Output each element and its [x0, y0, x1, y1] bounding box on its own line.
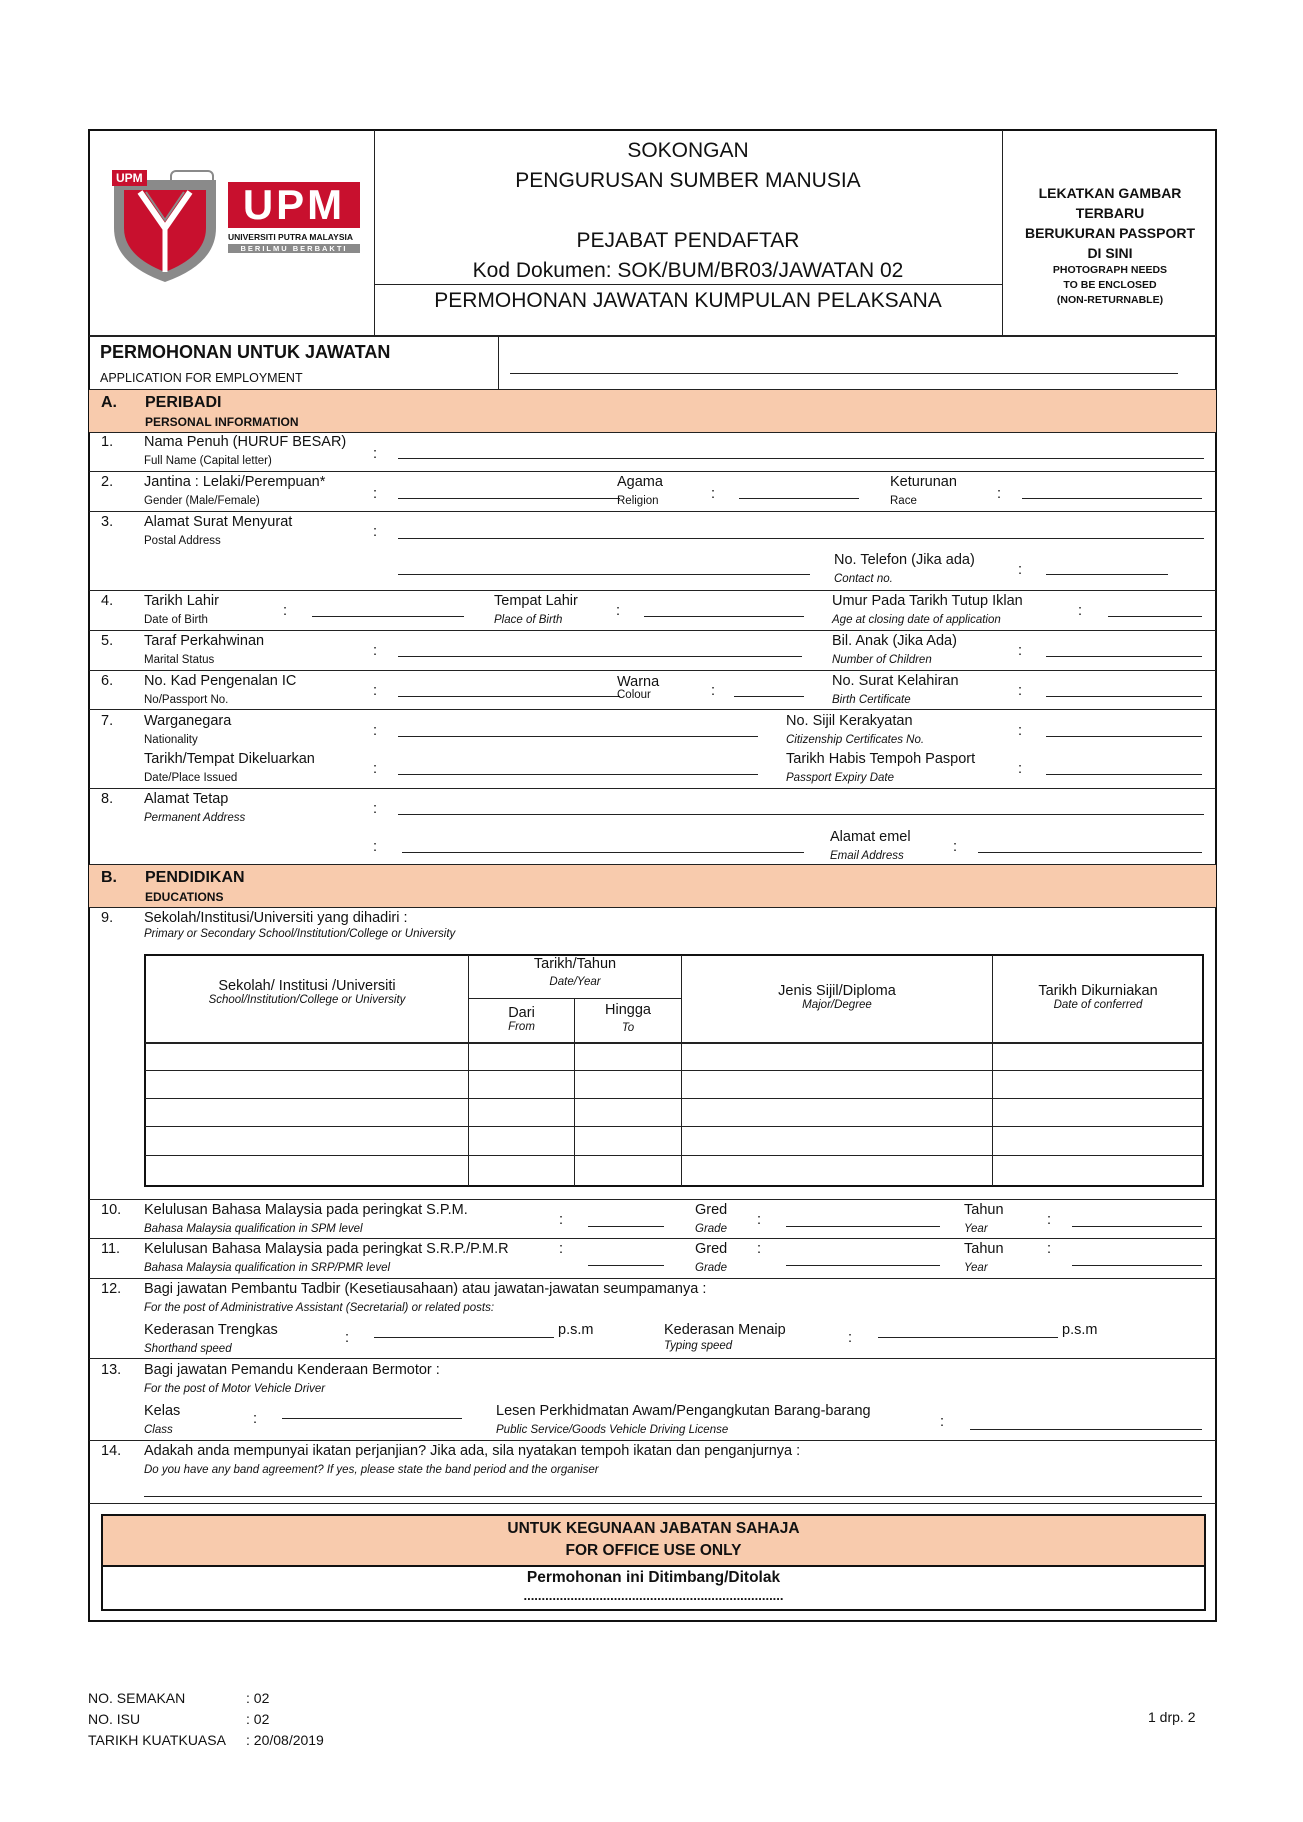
row-number-11: 11.	[101, 1241, 121, 1257]
section-b-letter: B.	[101, 869, 117, 886]
gender-field[interactable]	[398, 498, 620, 499]
label-srp-en: Bahasa Malaysia qualification in SRP/PMR level	[144, 1262, 391, 1274]
birth-cert-field[interactable]	[1046, 696, 1202, 697]
label-race: Keturunan	[890, 474, 957, 490]
row-number-10: 10.	[101, 1202, 122, 1218]
col-date: Tarikh/Tahun	[533, 956, 617, 972]
label-birth-cert-en: Birth Certificate	[832, 694, 911, 706]
header-title-2: PENGURUSAN SUMBER MANUSIA	[515, 169, 861, 192]
label-telephone: No. Telefon (Jika ada)	[834, 552, 975, 568]
colon: :	[1018, 723, 1023, 739]
label-email-en: Email Address	[830, 850, 904, 862]
row-number-5: 5.	[101, 633, 114, 649]
label-date-of-birth: Tarikh Lahir	[144, 593, 219, 609]
label-year: Tahun	[964, 1241, 1004, 1257]
label-permanent-address-en: Permanent Address	[144, 812, 246, 824]
photo-text-4: DI SINI	[1087, 245, 1133, 261]
label-full-name-en: Full Name (Capital letter)	[144, 455, 272, 467]
label-marital-status: Taraf Perkahwinan	[144, 633, 265, 649]
row-number-4: 4.	[101, 593, 114, 609]
label-shorthand: Kederasan Trengkas	[144, 1322, 278, 1338]
section-b-sub: EDUCATIONS	[145, 890, 224, 904]
postal-address-field-2[interactable]	[398, 574, 810, 575]
header-title-3: PEJABAT PENDAFTAR	[576, 229, 800, 252]
colon: :	[559, 1212, 564, 1228]
colon: :	[373, 524, 378, 540]
colon: :	[373, 446, 378, 462]
row-number-9: 9.	[101, 910, 114, 926]
colon: :	[1018, 643, 1023, 659]
footer-revision-label: NO. SEMAKAN	[88, 1690, 186, 1706]
colon: :	[711, 683, 716, 699]
spm-field[interactable]	[588, 1226, 664, 1227]
date-of-birth-field[interactable]	[312, 616, 464, 617]
col-school-en: School/Institution/College or University	[208, 994, 406, 1006]
label-spm-en: Bahasa Malaysia qualification in SPM level	[144, 1223, 363, 1235]
row-number-8: 8.	[101, 791, 114, 807]
office-use-title: UNTUK KEGUNAAN JABATAN SAHAJA	[507, 1520, 800, 1537]
full-name-field[interactable]	[398, 458, 1204, 459]
label-colour-en: Colour	[617, 689, 651, 701]
marital-status-field[interactable]	[398, 656, 802, 657]
label-q13: Bagi jawatan Pemandu Kenderaan Bermotor :	[144, 1362, 440, 1378]
label-gender: Jantina : Lelaki/Perempuan*	[144, 474, 326, 490]
colon: :	[1078, 603, 1083, 619]
passport-expiry-field[interactable]	[1046, 774, 1202, 775]
form-title: PERMOHONAN JAWATAN KUMPULAN PELAKSANA	[434, 289, 942, 312]
label-birth-cert: No. Surat Kelahiran	[832, 673, 959, 689]
spm-grade-field[interactable]	[786, 1226, 940, 1227]
agreement-field[interactable]	[144, 1496, 1202, 1497]
footer-effective-value: : 20/08/2019	[246, 1732, 324, 1748]
row-number-3: 3.	[101, 514, 114, 530]
photo-text-6: TO BE ENCLOSED	[1063, 279, 1157, 291]
book-icon	[170, 170, 214, 188]
col-school: Sekolah/ Institusi /Universiti	[218, 978, 396, 994]
label-postal-address: Alamat Surat Menyurat	[144, 514, 293, 530]
colon: :	[345, 1330, 350, 1346]
spm-year-field[interactable]	[1072, 1226, 1202, 1227]
photo-box	[1004, 183, 1216, 308]
col-to-en: To	[621, 1022, 635, 1034]
label-grade: Gred	[695, 1202, 728, 1218]
row-number-13: 13.	[101, 1362, 122, 1378]
nationality-field[interactable]	[398, 736, 758, 737]
label-ic: No. Kad Pengenalan IC	[144, 673, 297, 689]
label-q13-en: For the post of Motor Vehicle Driver	[144, 1383, 326, 1395]
label-year-en: Year	[964, 1262, 988, 1274]
label-date-of-birth-en: Date of Birth	[144, 614, 208, 626]
col-major: Jenis Sijil/Diploma	[778, 983, 896, 999]
logo-sub2: BERILMU BERBAKTI	[228, 244, 360, 253]
label-class-en: Class	[144, 1424, 173, 1436]
label-typing: Kederasan Menaip	[664, 1322, 786, 1338]
label-ic-en: No/Passport No.	[144, 694, 229, 706]
label-psm: p.s.m	[558, 1322, 594, 1338]
label-shorthand-en: Shorthand speed	[144, 1343, 232, 1355]
colon: :	[757, 1212, 762, 1228]
colon: :	[711, 486, 716, 502]
label-citizenship-cert-en: Citizenship Certificates No.	[786, 734, 925, 746]
label-religion: Agama	[617, 474, 663, 490]
label-marital-status-en: Marital Status	[144, 654, 215, 666]
license-field[interactable]	[970, 1429, 1202, 1430]
row-number-12: 12.	[101, 1281, 122, 1297]
footer-issue-label: NO. ISU	[88, 1711, 141, 1727]
permanent-address-field-2[interactable]	[402, 852, 804, 853]
label-year: Tahun	[964, 1202, 1004, 1218]
col-from: Dari	[508, 1005, 535, 1021]
class-field[interactable]	[282, 1418, 462, 1419]
colour-field[interactable]	[734, 696, 804, 697]
office-use-box	[101, 1514, 1206, 1611]
label-q12-en: For the post of Administrative Assistant (Secretarial) or related posts:	[144, 1302, 495, 1314]
colon: :	[373, 723, 378, 739]
race-field[interactable]	[1022, 498, 1202, 499]
label-place-of-birth-en: Place of Birth	[494, 614, 563, 626]
label-email: Alamat emel	[830, 829, 911, 845]
age-field[interactable]	[1108, 616, 1202, 617]
row-number-14: 14.	[101, 1443, 122, 1459]
photo-text-2: TERBARU	[1075, 205, 1145, 221]
label-nationality-en: Nationality	[144, 734, 198, 746]
colon: :	[1047, 1241, 1052, 1257]
colon: :	[848, 1330, 853, 1346]
section-a-header	[89, 389, 1216, 433]
label-children-en: Number of Children	[832, 654, 932, 666]
colon: :	[373, 761, 378, 777]
label-grade-en: Grade	[695, 1262, 727, 1274]
photo-text-7: (NON-RETURNABLE)	[1056, 294, 1164, 306]
label-age: Umur Pada Tarikh Tutup Iklan	[832, 593, 1023, 609]
col-from-en: From	[508, 1021, 535, 1033]
label-colour: Warna	[617, 674, 660, 690]
label-q14: Adakah anda mempunyai ikatan perjanjian? Jika ada, sila nyatakan tempoh ikatan dan penganjurnya :	[144, 1443, 801, 1459]
photo-text-5: PHOTOGRAPH NEEDS	[1052, 264, 1168, 276]
label-race-en: Race	[890, 495, 917, 507]
row-number-1: 1.	[101, 434, 114, 450]
label-year-en: Year	[964, 1223, 988, 1235]
apply-label: PERMOHONAN UNTUK JAWATAN	[100, 342, 391, 362]
place-of-birth-field[interactable]	[644, 616, 804, 617]
page-number: 1 drp. 2	[1148, 1709, 1196, 1725]
section-a-sub: PERSONAL INFORMATION	[145, 415, 299, 429]
colon: :	[373, 486, 378, 502]
label-grade-en: Grade	[695, 1223, 727, 1235]
section-b-header	[89, 864, 1216, 908]
colon: :	[253, 1411, 258, 1427]
document-code: Kod Dokumen: SOK/BUM/BR03/JAWATAN 02	[472, 259, 904, 282]
label-passport-expiry: Tarikh Habis Tempoh Pasport	[786, 751, 976, 767]
photo-text-3: BERUKURAN PASSPORT	[1024, 225, 1196, 241]
label-q14-en: Do you have any band agreement? If yes, please state the band period and the organiser	[144, 1464, 599, 1476]
colon: :	[559, 1241, 564, 1257]
typing-field[interactable]	[878, 1337, 1058, 1338]
colon: :	[373, 801, 378, 817]
row-number-2: 2.	[101, 474, 114, 490]
colon: :	[940, 1414, 945, 1430]
colon: :	[1047, 1212, 1052, 1228]
colon: :	[997, 486, 1002, 502]
srp-year-field[interactable]	[1072, 1265, 1202, 1266]
label-typing-en: Typing speed	[664, 1340, 733, 1352]
label-schools-en: Primary or Secondary School/Institution/College or University	[144, 928, 456, 940]
religion-field[interactable]	[739, 498, 859, 499]
shorthand-field[interactable]	[374, 1337, 554, 1338]
email-field[interactable]	[978, 852, 1202, 853]
label-religion-en: Religion	[617, 495, 659, 507]
colon: :	[1018, 683, 1023, 699]
srp-grade-field[interactable]	[786, 1265, 940, 1266]
label-passport-expiry-en: Passport Expiry Date	[786, 772, 895, 784]
col-conferred: Tarikh Dikurniakan	[1038, 983, 1158, 999]
section-a-letter: A.	[101, 394, 117, 411]
label-full-name: Nama Penuh (HURUF BESAR)	[144, 434, 347, 450]
label-permanent-address: Alamat Tetap	[144, 791, 229, 807]
colon: :	[283, 603, 288, 619]
header-title-1: SOKONGAN	[627, 139, 749, 162]
label-date-place-issued: Tarikh/Tempat Dikeluarkan	[144, 751, 315, 767]
postal-address-field-1[interactable]	[398, 538, 1204, 539]
office-decision: Permohonan ini Ditimbang/Ditolak	[526, 1569, 781, 1586]
label-age-en: Age at closing date of application	[832, 614, 1001, 626]
label-gender-en: Gender (Male/Female)	[144, 495, 260, 507]
label-license-en: Public Service/Goods Vehicle Driving License	[496, 1424, 729, 1436]
col-conferred-en: Date of conferred	[1053, 999, 1143, 1011]
label-postal-address-en: Postal Address	[144, 535, 221, 547]
footer-issue-value: : 02	[246, 1711, 270, 1727]
permanent-address-field-1[interactable]	[398, 814, 1204, 815]
children-field[interactable]	[1046, 656, 1202, 657]
label-children: Bil. Anak (Jika Ada)	[832, 633, 957, 649]
label-nationality: Warganegara	[144, 713, 232, 729]
ic-field[interactable]	[398, 696, 620, 697]
logo-wordmark: UPM	[228, 182, 360, 228]
label-class: Kelas	[144, 1403, 181, 1419]
label-license: Lesen Perkhidmatan Awam/Pengangkutan Barang-barang	[496, 1403, 871, 1419]
label-place-of-birth: Tempat Lahir	[494, 593, 578, 609]
label-spm: Kelulusan Bahasa Malaysia pada peringkat S.P.M.	[144, 1202, 468, 1218]
label-telephone-en: Contact no.	[834, 573, 893, 585]
date-place-issued-field[interactable]	[398, 774, 758, 775]
col-major-en: Major/Degree	[802, 999, 872, 1011]
section-a-title: PERIBADI	[145, 394, 222, 411]
label-grade: Gred	[695, 1241, 728, 1257]
colon: :	[373, 683, 378, 699]
telephone-field[interactable]	[1046, 574, 1168, 575]
row-number-7: 7.	[101, 713, 114, 729]
footer-effective-label: TARIKH KUATKUASA	[88, 1732, 226, 1748]
citizenship-cert-field[interactable]	[1046, 736, 1202, 737]
colon: :	[757, 1241, 762, 1257]
photo-text-1: LEKATKAN GAMBAR	[1038, 185, 1182, 201]
apply-sub: APPLICATION FOR EMPLOYMENT	[100, 371, 303, 385]
colon: :	[1018, 562, 1023, 578]
colon: :	[373, 839, 378, 855]
logo-badge: UPM	[112, 170, 147, 186]
colon: :	[616, 603, 621, 619]
office-use-title-en: FOR OFFICE USE ONLY	[565, 1542, 742, 1559]
office-signature-line[interactable]: ........................................................................	[523, 1588, 784, 1603]
srp-field[interactable]	[588, 1265, 664, 1266]
label-citizenship-cert: No. Sijil Kerakyatan	[786, 713, 913, 729]
upm-logo	[110, 168, 370, 288]
label-q12: Bagi jawatan Pembantu Tadbir (Kesetiausahaan) atau jawatan-jawatan seumpamanya :	[144, 1281, 707, 1297]
col-date-en: Date/Year	[549, 976, 601, 988]
colon: :	[953, 839, 958, 855]
position-field[interactable]	[510, 373, 1178, 374]
label-psm: p.s.m	[1062, 1322, 1098, 1338]
col-to: Hingga	[605, 1002, 651, 1018]
colon: :	[1018, 761, 1023, 777]
colon: :	[373, 643, 378, 659]
row-number-6: 6.	[101, 673, 114, 689]
label-date-place-issued-en: Date/Place Issued	[144, 772, 238, 784]
label-srp: Kelulusan Bahasa Malaysia pada peringkat S.R.P./P.M.R	[144, 1241, 509, 1257]
section-b-title: PENDIDIKAN	[145, 869, 245, 886]
footer-revision-value: : 02	[246, 1690, 270, 1706]
logo-sub1: UNIVERSITI PUTRA MALAYSIA	[228, 232, 353, 242]
label-schools: Sekolah/Institusi/Universiti yang dihadiri :	[144, 910, 408, 926]
